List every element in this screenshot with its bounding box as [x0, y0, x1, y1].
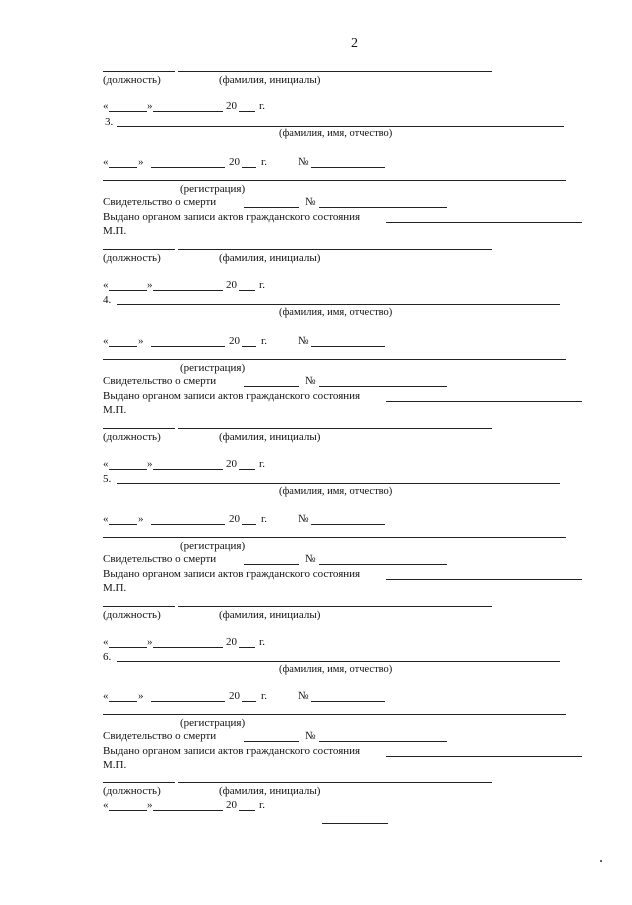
date-century: 20	[226, 279, 237, 291]
date-open-quote: «	[103, 458, 109, 470]
date-century: 20	[229, 513, 240, 525]
date-month-field[interactable]	[151, 346, 225, 347]
entry-number: 5.	[103, 473, 112, 485]
certificate-series-field[interactable]	[244, 741, 299, 742]
death-certificate-label: Свидетельство о смерти	[103, 730, 217, 742]
scan-speck	[600, 860, 602, 862]
position-caption: (должность)	[103, 609, 161, 621]
number-sign: №	[305, 553, 316, 565]
date-year-field[interactable]	[242, 701, 256, 702]
date-close-quote: »	[138, 513, 144, 525]
date-month-field[interactable]	[153, 111, 223, 112]
certificate-series-field[interactable]	[244, 564, 299, 565]
date-close-quote: »	[138, 335, 144, 347]
full-name-line[interactable]	[117, 483, 560, 484]
certificate-number-field[interactable]	[319, 741, 447, 742]
date-year-field[interactable]	[242, 346, 256, 347]
date-day-field[interactable]	[109, 524, 137, 525]
position-caption: (должность)	[103, 252, 161, 264]
date-open-quote: «	[103, 100, 109, 112]
position-line[interactable]	[103, 606, 175, 607]
name-initials-caption: (фамилия, инициалы)	[219, 431, 321, 443]
date-year-abbr: г.	[261, 335, 268, 347]
entry-number: 6.	[103, 651, 112, 663]
name-initials-caption: (фамилия, инициалы)	[219, 252, 321, 264]
stamp-label: М.П.	[103, 225, 127, 237]
date-month-field[interactable]	[151, 167, 225, 168]
page-number: 2	[351, 36, 358, 51]
date-close-quote: »	[147, 100, 153, 112]
full-name-caption: (фамилия, имя, отчество)	[279, 128, 393, 139]
date-year-field[interactable]	[239, 469, 255, 470]
date-day-field[interactable]	[109, 290, 147, 291]
death-certificate-label: Свидетельство о смерти	[103, 553, 217, 565]
date-open-quote: «	[103, 335, 109, 347]
date-open-quote: «	[103, 636, 109, 648]
date-year-abbr: г.	[261, 690, 268, 702]
record-number-field[interactable]	[311, 346, 385, 347]
issued-by-field[interactable]	[386, 579, 582, 580]
date-close-quote: »	[147, 458, 153, 470]
entry-number: 4.	[103, 294, 112, 306]
date-month-field[interactable]	[153, 810, 223, 811]
date-open-quote: «	[103, 156, 109, 168]
record-number-field[interactable]	[311, 167, 385, 168]
date-close-quote: »	[138, 690, 144, 702]
registration-caption: (регистрация)	[180, 540, 246, 552]
name-initials-caption: (фамилия, инициалы)	[219, 609, 321, 621]
date-century: 20	[226, 458, 237, 470]
date-year-abbr: г.	[259, 799, 266, 811]
position-line[interactable]	[103, 428, 175, 429]
issued-by-label: Выдано органом записи актов гражданского состояния	[103, 568, 361, 580]
date-year-field[interactable]	[239, 111, 255, 112]
date-open-quote: «	[103, 513, 109, 525]
date-day-field[interactable]	[109, 701, 137, 702]
issued-by-field[interactable]	[386, 401, 582, 402]
date-year-field[interactable]	[242, 524, 256, 525]
number-sign: №	[305, 730, 316, 742]
date-century: 20	[229, 690, 240, 702]
date-day-field[interactable]	[109, 469, 147, 470]
date-close-quote: »	[147, 799, 153, 811]
number-sign: №	[305, 375, 316, 387]
name-initials-line[interactable]	[178, 428, 492, 429]
date-close-quote: »	[147, 636, 153, 648]
certificate-series-field[interactable]	[244, 386, 299, 387]
registration-caption: (регистрация)	[180, 183, 246, 195]
date-year-abbr: г.	[261, 156, 268, 168]
date-day-field[interactable]	[109, 346, 137, 347]
date-year-abbr: г.	[261, 513, 268, 525]
date-day-field[interactable]	[109, 647, 147, 648]
name-initials-line[interactable]	[178, 249, 492, 250]
date-day-field[interactable]	[109, 810, 147, 811]
date-open-quote: «	[103, 690, 109, 702]
issued-by-field[interactable]	[386, 756, 582, 757]
registration-line[interactable]	[103, 180, 566, 181]
date-year-field[interactable]	[239, 810, 255, 811]
registration-caption: (регистрация)	[180, 717, 246, 729]
date-year-field[interactable]	[239, 647, 255, 648]
registration-line[interactable]	[103, 537, 566, 538]
date-year-abbr: г.	[259, 100, 266, 112]
entry-number: 3.	[105, 116, 114, 128]
date-day-field[interactable]	[109, 111, 147, 112]
full-name-line[interactable]	[117, 126, 564, 127]
end-of-document-rule	[322, 823, 388, 824]
stamp-label: М.П.	[103, 582, 127, 594]
record-number-field[interactable]	[311, 701, 385, 702]
registration-line[interactable]	[103, 714, 566, 715]
position-caption: (должность)	[103, 74, 161, 86]
death-certificate-label: Свидетельство о смерти	[103, 375, 217, 387]
name-initials-line[interactable]	[178, 71, 492, 72]
date-century: 20	[226, 636, 237, 648]
issued-by-label: Выдано органом записи актов гражданского состояния	[103, 745, 361, 757]
date-month-field[interactable]	[151, 524, 225, 525]
date-close-quote: »	[147, 279, 153, 291]
number-sign: №	[298, 513, 309, 525]
full-name-caption: (фамилия, имя, отчество)	[279, 486, 393, 497]
date-year-abbr: г.	[259, 279, 266, 291]
date-year-abbr: г.	[259, 458, 266, 470]
date-year-field[interactable]	[239, 290, 255, 291]
stamp-label: М.П.	[103, 404, 127, 416]
issued-by-label: Выдано органом записи актов гражданского состояния	[103, 390, 361, 402]
date-open-quote: «	[103, 279, 109, 291]
registration-line[interactable]	[103, 359, 566, 360]
date-open-quote: «	[103, 799, 109, 811]
date-close-quote: »	[138, 156, 144, 168]
date-month-field[interactable]	[151, 701, 225, 702]
registration-caption: (регистрация)	[180, 362, 246, 374]
number-sign: №	[305, 196, 316, 208]
name-initials-line[interactable]	[178, 606, 492, 607]
date-century: 20	[229, 156, 240, 168]
certificate-series-field[interactable]	[244, 207, 299, 208]
certificate-number-field[interactable]	[319, 564, 447, 565]
position-line[interactable]	[103, 71, 175, 72]
date-month-field[interactable]	[153, 290, 223, 291]
certificate-number-field[interactable]	[319, 207, 447, 208]
date-century: 20	[226, 799, 237, 811]
date-month-field[interactable]	[153, 469, 223, 470]
number-sign: №	[298, 335, 309, 347]
position-line[interactable]	[103, 782, 175, 783]
certificate-number-field[interactable]	[319, 386, 447, 387]
date-year-abbr: г.	[259, 636, 266, 648]
full-name-caption: (фамилия, имя, отчество)	[279, 664, 393, 675]
full-name-caption: (фамилия, имя, отчество)	[279, 307, 393, 318]
issued-by-label: Выдано органом записи актов гражданского состояния	[103, 211, 361, 223]
full-name-line[interactable]	[117, 304, 560, 305]
full-name-line[interactable]	[117, 661, 560, 662]
number-sign: №	[298, 690, 309, 702]
date-day-field[interactable]	[109, 167, 137, 168]
stamp-label: М.П.	[103, 759, 127, 771]
date-month-field[interactable]	[153, 647, 223, 648]
name-initials-line[interactable]	[178, 782, 492, 783]
date-century: 20	[229, 335, 240, 347]
position-line[interactable]	[103, 249, 175, 250]
date-century: 20	[226, 100, 237, 112]
position-caption: (должность)	[103, 785, 161, 797]
record-number-field[interactable]	[311, 524, 385, 525]
position-caption: (должность)	[103, 431, 161, 443]
issued-by-field[interactable]	[386, 222, 582, 223]
number-sign: №	[298, 156, 309, 168]
date-year-field[interactable]	[242, 167, 256, 168]
death-certificate-label: Свидетельство о смерти	[103, 196, 217, 208]
name-initials-caption: (фамилия, инициалы)	[219, 74, 321, 86]
name-initials-caption: (фамилия, инициалы)	[219, 785, 321, 797]
